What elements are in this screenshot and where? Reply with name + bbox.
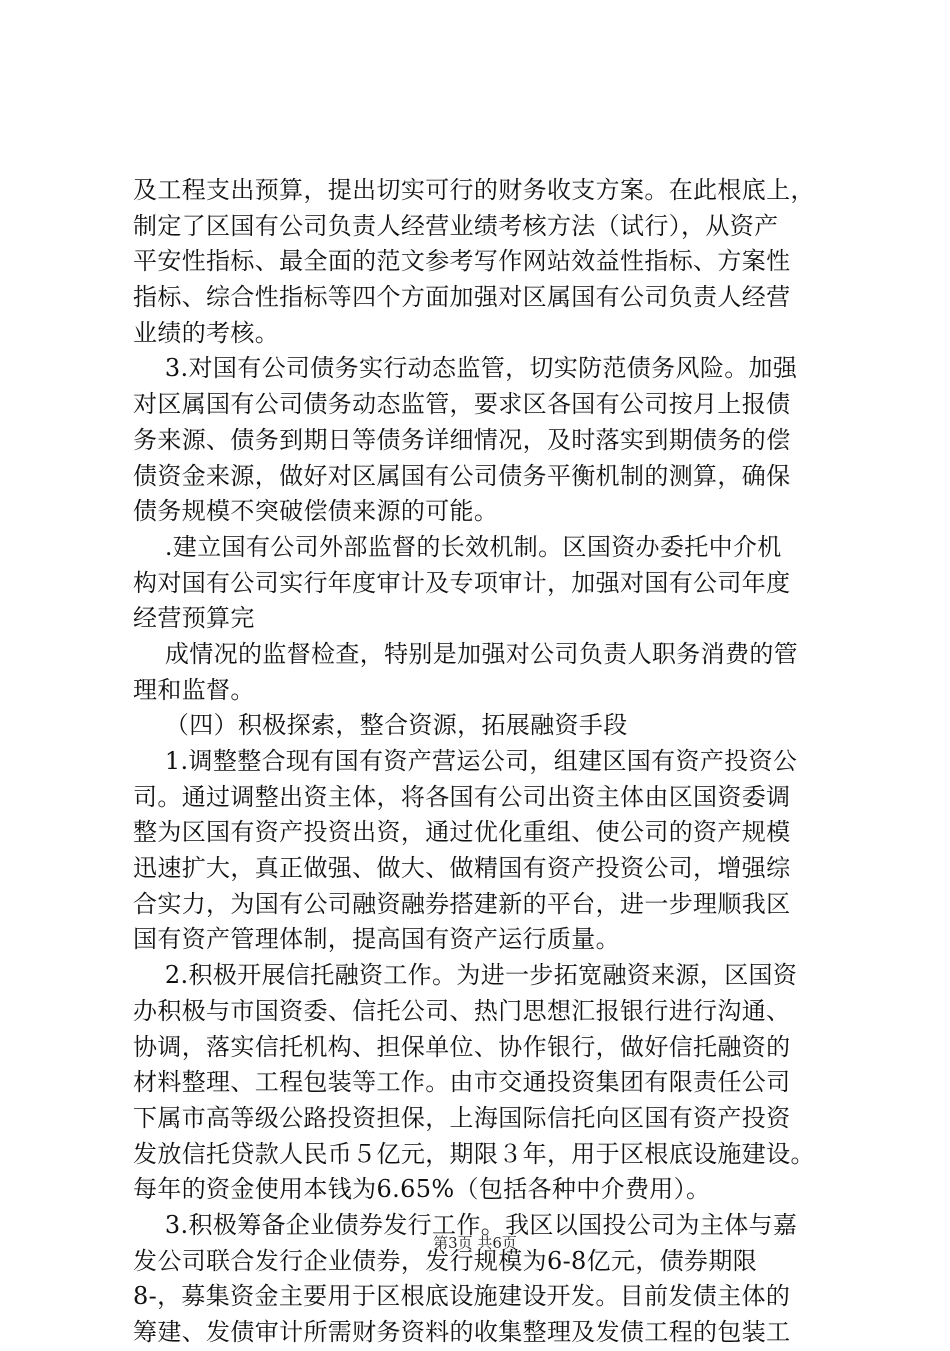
text-line: 国有资产管理体制，提高国有资产运行质量。: [133, 925, 620, 954]
text-line: 整为区国有资产投资出资，通过优化重组、使公司的资产规模: [133, 818, 791, 847]
text-line: 发放信托贷款人民币５亿元，期限３年，用于区根底设施建设。: [133, 1139, 815, 1168]
text-line: 理和监督。: [133, 675, 255, 704]
text-line: 每年的资金使用本钱为6.65%（包括各种中介费用）。: [133, 1175, 711, 1204]
text-line: 制定了区国有公司负责人经营业绩考核方法（试行），从资产: [133, 211, 779, 240]
text-line: 8-，募集资金主要用于区根底设施建设开发。目前发债主体的: [133, 1282, 791, 1311]
text-line: 合实力，为国有公司融资融券搭建新的平台，进一步理顺我区: [133, 889, 791, 918]
text-line: 业绩的考核。: [133, 318, 280, 347]
text-line: 办积极与市国资委、信托公司、热门思想汇报银行进行沟通、: [133, 996, 791, 1025]
text-line: 平安性指标、最全面的范文参考写作网站效益性指标、方案性: [133, 247, 791, 276]
page-footer: 第3页 共6页: [433, 1234, 517, 1252]
text-line: 及工程支出预算，提出切实可行的财务收支方案。在此根底上，: [133, 176, 815, 204]
document-body: [133, 173, 833, 1351]
text-line: 经营预算完: [133, 604, 255, 633]
text-line: 务来源、债务到期日等债务详细情况，及时落实到期债务的偿: [133, 425, 791, 454]
text-line: 债资金来源，做好对区属国有公司债务平衡机制的测算，确保: [133, 461, 791, 490]
text-line: 2.积极开展信托融资工作。为进一步拓宽融资来源，区国资: [133, 961, 798, 990]
text-line: 3.对国有公司债务实行动态监管，切实防范债务风险。加强: [133, 354, 798, 383]
text-line: 3.积极筹备企业债券发行工作。我区以国投公司为主体与嘉: [133, 1210, 798, 1239]
text-line: 对区属国有公司债务动态监管，要求区各国有公司按月上报债: [133, 390, 791, 419]
text-line: 下属市高等级公路投资担保，上海国际信托向区国有资产投资: [133, 1103, 791, 1132]
text-line: 材料整理、工程包装等工作。由市交通投资集团有限责任公司: [133, 1068, 791, 1097]
text-line: 债务规模不突破偿债来源的可能。: [133, 497, 499, 526]
text-line: 构对国有公司实行年度审计及专项审计，加强对国有公司年度: [133, 568, 791, 597]
text-line: 1.调整整合现有国有资产营运公司，组建区国有资产投资公: [133, 747, 798, 775]
text-line: 成情况的监督检查，特别是加强对公司负责人职务消费的管: [133, 639, 799, 668]
text-line: .建立国有公司外部监督的长效机制。区国资办委托中介机: [133, 532, 782, 561]
text-line: 司。通过调整出资主体，将各国有公司出资主体由区国资委调: [133, 782, 791, 811]
text-line: （四）积极探索，整合资源，拓展融资手段: [133, 711, 628, 740]
text-line: 指标、综合性指标等四个方面加强对区属国有公司负责人经营: [133, 283, 791, 312]
text-line: 筹建、发债审计所需财务资料的收集整理及发债工程的包装工: [133, 1318, 791, 1346]
text-line: 迅速扩大，真正做强、做大、做精国有资产投资公司，增强综: [133, 854, 791, 883]
text-line: 协调，落实信托机构、担保单位、协作银行，做好信托融资的: [133, 1032, 791, 1061]
text-line: 发公司联合发行企业债券，发行规模为6-8亿元，债券期限: [133, 1246, 758, 1275]
